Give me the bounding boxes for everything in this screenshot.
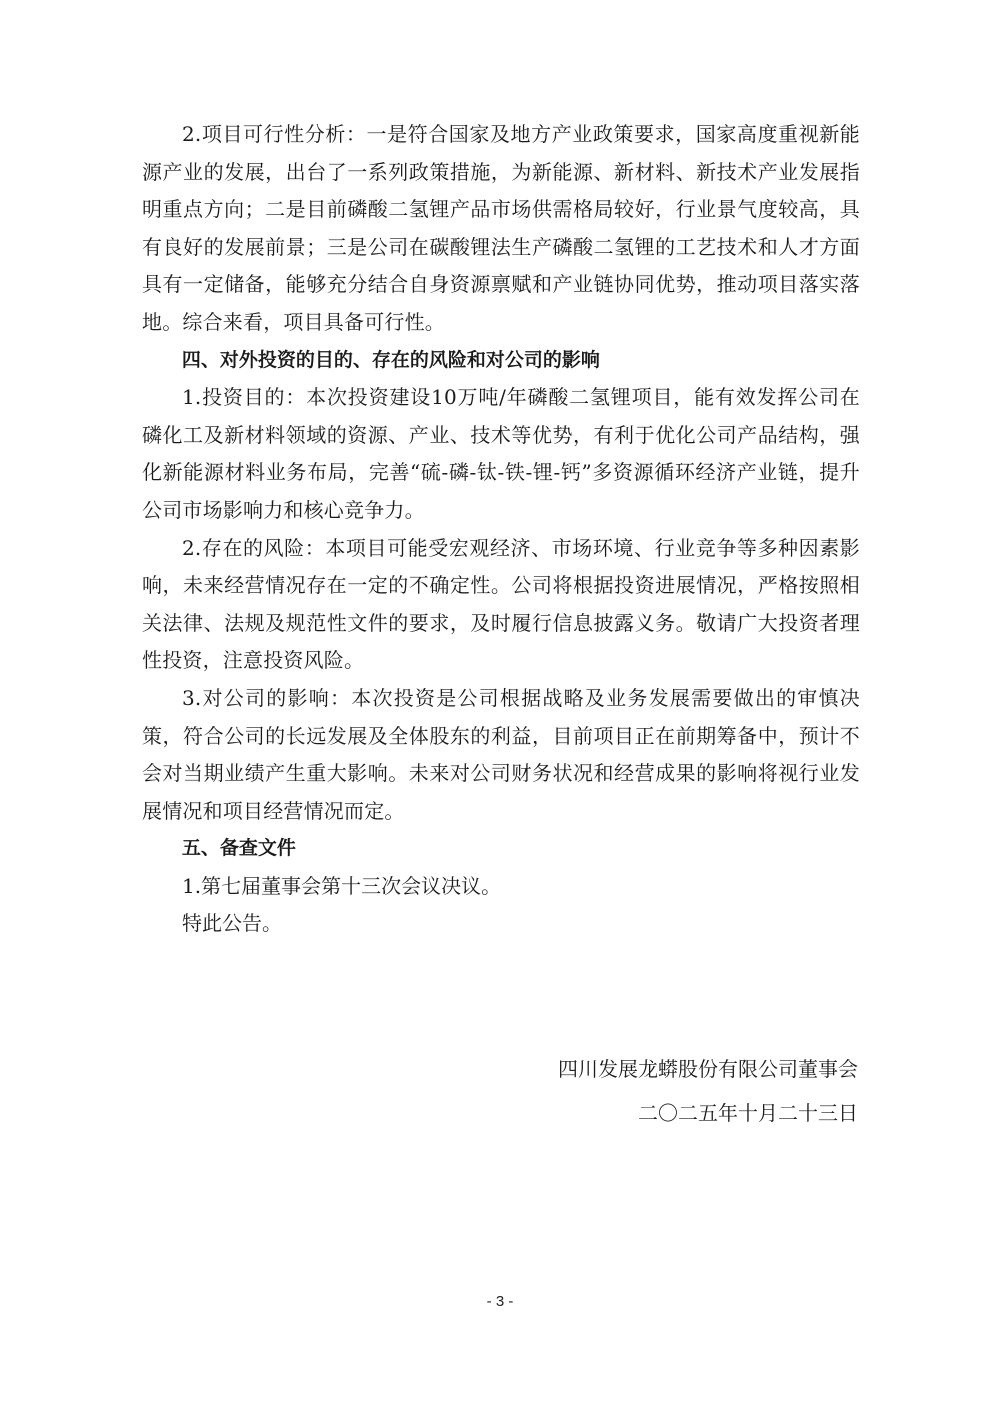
- reference-document-item: 1.第七届董事会第十三次会议决议。: [182, 873, 502, 898]
- page-number: - 3 -: [486, 1293, 514, 1310]
- investment-purpose-paragraph: 1.投资目的：本次投资建设10万吨/年磷酸二氢锂项目，能有效发挥公司在磷化工及新材料领域的资源、产业、技术等优势，有利于优化公司产品结构，强化新能源材料业务布局，完善“硫-磷-钛-铁-锂-钙”多资源循环经济产业链，提升公司市场影响力和核心竞争力。: [142, 385, 860, 522]
- signature-block: [558, 1047, 858, 1135]
- section-4-heading: 四、对外投资的目的、存在的风险和对公司的影响: [181, 348, 600, 371]
- document-body: [142, 116, 860, 943]
- signatory-company: 四川发展龙蟒股份有限公司董事会: [558, 1057, 858, 1081]
- signature-date: 二〇二五年十月二十三日: [638, 1101, 858, 1125]
- impact-paragraph: 3.对公司的影响：本次投资是公司根据战略及业务发展需要做出的审慎决策，符合公司的长远发展及全体股东的利益，目前项目正在前期筹备中，预计不会对当期业绩产生重大影响。未来对公司财务状况和经营成果的影响将视行业发展情况和项目经营情况而定。: [142, 685, 860, 823]
- feasibility-paragraph: 2.项目可行性分析：一是符合国家及地方产业政策要求，国家高度重视新能源产业的发展，出台了一系列政策措施，为新能源、新材料、新技术产业发展指明重点方向；二是目前磷酸二氢锂产品市场供需格局较好，行业景气度较高，具有良好的发展前景；三是公司在碳酸锂法生产磷酸二氢锂的工艺技术和人才方面具有一定储备，能够充分结合自身资源禀赋和产业链协同优势，推动项目落实落地。综合来看，项目具备可行性。: [142, 122, 860, 334]
- closing-statement: 特此公告。: [182, 911, 282, 936]
- risk-paragraph: 2.存在的风险：本项目可能受宏观经济、市场环境、行业竞争等多种因素影响，未来经营情况存在一定的不确定性。公司将根据投资进展情况，严格按照相关法律、法规及规范性文件的要求，及时履行信息披露义务。敬请广大投资者理性投资，注意投资风险。: [142, 535, 860, 673]
- section-5-heading: 五、备查文件: [181, 837, 296, 860]
